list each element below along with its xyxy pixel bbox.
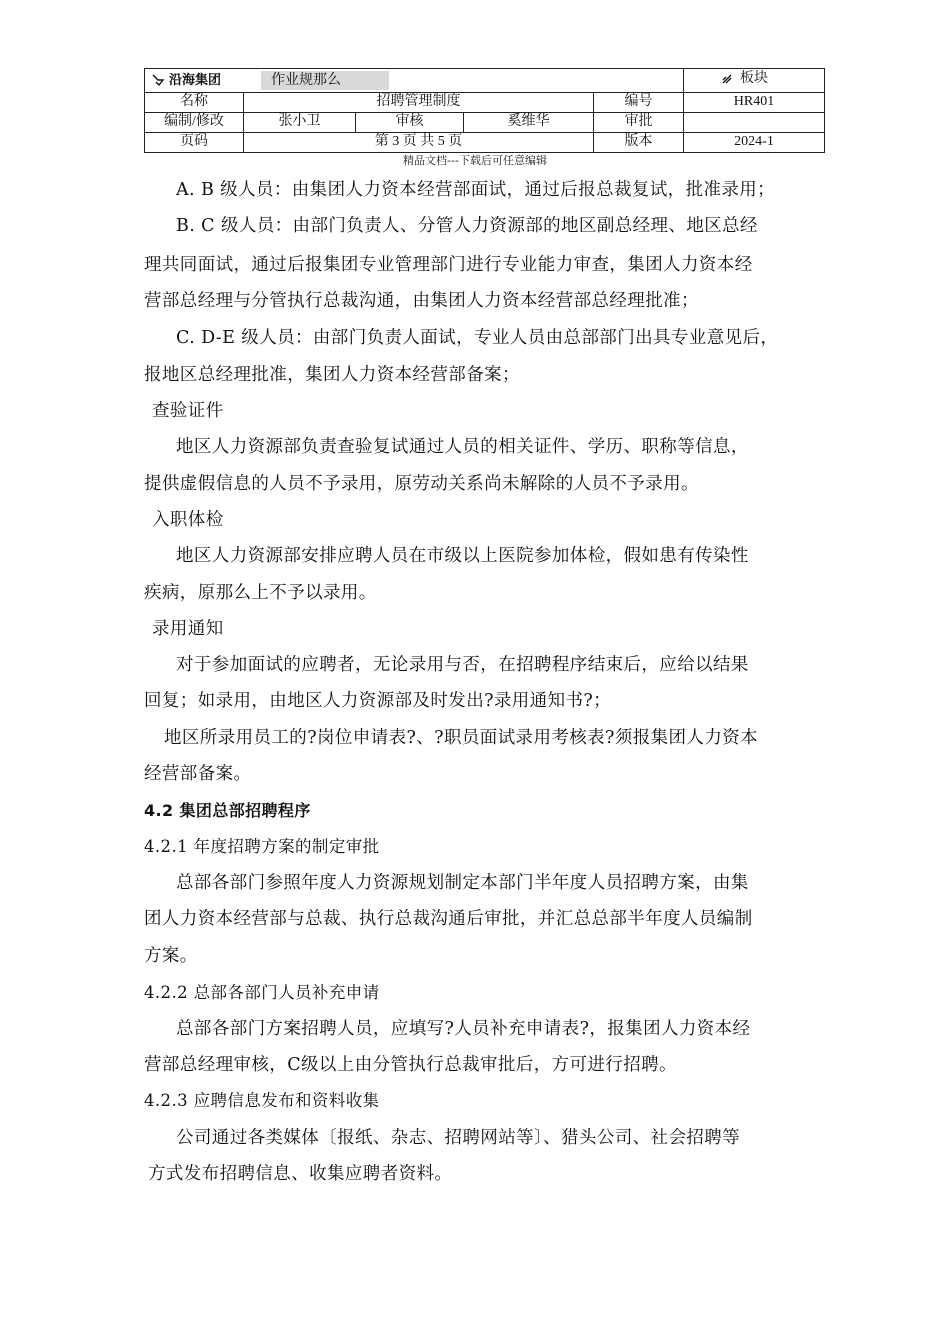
code-label: 编号 (594, 92, 684, 112)
version-label: 版本 (594, 132, 684, 152)
body-line: 营部总经理与分管执行总裁沟通，由集团人力资本经营部总经理批准； (144, 291, 699, 311)
document-header-table (144, 68, 825, 153)
review-label: 审核 (356, 112, 464, 132)
body-line: 公司通过各类媒体〔报纸、杂志、招聘网站等〕、猎头公司、社会招聘等 (176, 1128, 741, 1148)
company-logo (145, 71, 261, 90)
section-heading: 录用通知 (152, 619, 224, 639)
header-logo-cell (145, 69, 684, 93)
header-row-name (145, 92, 825, 112)
body-line: 疾病，原那么上不予以录用。 (144, 583, 377, 603)
body-line: 总部各部门参照年度人力资源规划制定本部门半年度人员招聘方案，由集 (176, 873, 749, 893)
section-icon (720, 72, 734, 86)
version-value: 2024-1 (684, 132, 825, 152)
subsection-heading: 4.2.3 应聘信息发布和资料收集 (144, 1091, 380, 1110)
body-line: 方式发布招聘信息、收集应聘者资料。 (148, 1164, 453, 1184)
subsection-heading: 4.2.1 年度招聘方案的制定审批 (144, 837, 380, 856)
body-line: 回复；如录用，由地区人力资源部及时发出?录用通知书?； (144, 691, 612, 711)
body-line: 总部各部门方案招聘人员，应填写?人员补充申请表?，报集团人力资本经 (176, 1019, 751, 1039)
body-line: 地区所录用员工的?岗位申请表?、?职员面试录用考核表?须报集团人力资本 (164, 728, 759, 748)
editor-value: 张小卫 (244, 112, 356, 132)
page-label: 页码 (145, 132, 244, 152)
document-type: 作业规那么 (261, 71, 389, 90)
body-line: 经营部备案。 (144, 764, 252, 784)
body-line: 对于参加面试的应聘者，无论录用与否，在招聘程序结束后，应给以结果 (176, 655, 749, 675)
approve-value (684, 112, 825, 132)
body-line: C. D-E 级人员：由部门负责人面试，专业人员由总部部门出具专业意见后， (176, 328, 779, 348)
company-name: 沿海集团 (169, 72, 222, 88)
review-value: 奚维华 (464, 112, 594, 132)
body-line: 团人力资本经营部与总裁、执行总裁沟通后审批，并汇总总部半年度人员编制 (144, 909, 753, 929)
edit-note: 精品文档---下载后可任意编辑 (403, 154, 547, 167)
editor-label: 编制/修改 (145, 112, 244, 132)
header-row-page (145, 132, 825, 152)
name-label: 名称 (145, 92, 244, 112)
body-line: 营部总经理审核，C级以上由分管执行总裁审批后，方可进行招聘。 (144, 1055, 677, 1075)
body-line: 地区人力资源部负责查验复试通过人员的相关证件、学历、职称等信息， (176, 437, 749, 457)
code-value: HR401 (684, 92, 825, 112)
header-row-title (145, 69, 825, 93)
body-line: 报地区总经理批准，集团人力资本经营部备案； (144, 365, 520, 385)
body-line: 理共同面试，通过后报集团专业管理部门进行专业能力审查，集团人力资本经 (144, 255, 753, 275)
header-section-cell (684, 69, 825, 93)
header-row-editor (145, 112, 825, 132)
body-line: 提供虚假信息的人员不予录用，原劳动关系尚未解除的人员不予录用。 (144, 474, 699, 494)
body-line: 地区人力资源部安排应聘人员在市级以上医院参加体检，假如患有传染性 (176, 546, 749, 566)
body-line: A. B 级人员：由集团人力资本经营部面试，通过后报总裁复试，批准录用； (176, 180, 776, 200)
section-heading-4-2: 4.2 集团总部招聘程序 (144, 801, 311, 820)
section-heading: 查验证件 (152, 401, 224, 421)
section-heading: 入职体检 (152, 510, 224, 530)
page-value: 第 3 页 共 5 页 (244, 132, 594, 152)
name-value: 招聘管理制度 (244, 92, 594, 112)
logo-icon (151, 73, 165, 87)
body-line: B. C 级人员：由部门负责人、分管人力资源部的地区副总经理、地区总经 (176, 216, 758, 236)
body-line: 方案。 (144, 946, 198, 966)
approve-label: 审批 (594, 112, 684, 132)
subsection-heading: 4.2.2 总部各部门人员补充申请 (144, 983, 380, 1002)
section-label: 板块 (740, 70, 768, 86)
